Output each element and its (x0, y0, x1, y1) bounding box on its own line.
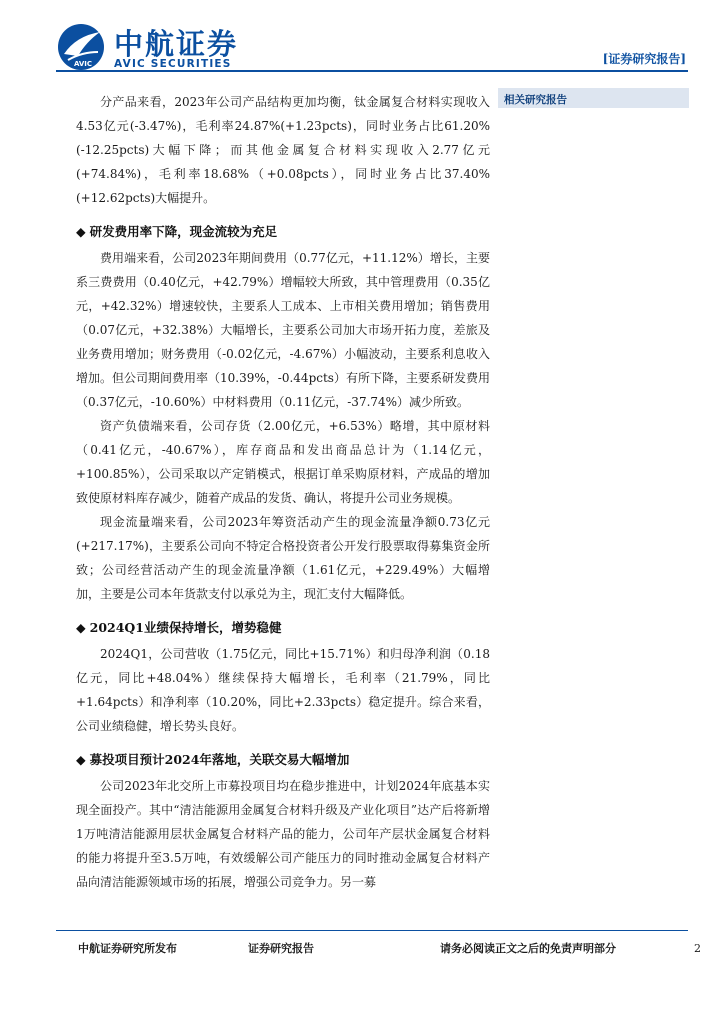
report-type-tag: [证券研究报告] (602, 52, 686, 66)
logo-mark-text: AVIC (73, 60, 93, 68)
footer-publisher: 中航证券研究所发布 (78, 942, 177, 955)
diamond-bullet-icon: ◆ (76, 620, 86, 635)
section-heading-text: 募投项目预计2024年落地，关联交易大幅增加 (89, 752, 350, 767)
logo-chinese-name: 中航证券 (114, 27, 239, 61)
paragraph-cash-flow: 现金流量端来看，公司2023年筹资活动产生的现金流量净额0.73亿元(+217.17%)，主要系公司向不特定合格投资者公开发行股票取得募集资金所致；公司经营活动产生的现金流量净额（1.61亿元，+229.49%）大幅增加，主要是公司本年货款支付以承兑为主，现汇支付大幅降低。 (76, 515, 490, 601)
main-content (76, 90, 490, 894)
footer-report-type: 证券研究报告 (248, 942, 314, 955)
paragraph-projects: 公司2023年北交所上市募投项目均在稳步推进中，计划2024年底基本实现全面投产。其中“清洁能源用金属复合材料升级及产业化项目”达产后将新增1万吨清洁能源用层状金属复合材料产品的能力，公司年产层状金属复合材料的能力将提升至3.5万吨，有效缓解公司产能压力的同时推动金属复合材料产品向清洁能源领域市场的拓展，增强公司竞争力。另一募 (76, 779, 490, 889)
diamond-bullet-icon: ◆ (76, 224, 86, 239)
avic-logo-icon (56, 22, 106, 72)
footer-divider (56, 930, 688, 931)
section-heading-text: 研发费用率下降，现金流较为充足 (89, 224, 278, 239)
company-logo (56, 22, 266, 72)
footer-disclaimer: 请务必阅读正文之后的免责声明部分 (440, 942, 616, 955)
section-heading-text: 2024Q1业绩保持增长，增势稳健 (89, 620, 282, 635)
paragraph-q1-results: 2024Q1，公司营收（1.75亿元，同比+15.71%）和归母净利润（0.18亿元，同比+48.04%）继续保持大幅增长，毛利率（21.79%，同比+1.64pcts）和净利率（10.20%，同比+2.33pcts）稳定提升。综合来看，公司业绩稳健，增长势头良好。 (76, 647, 490, 733)
sidebar-title: 相关研究报告 (504, 94, 567, 106)
paragraph-product-analysis: 分产品来看，2023年公司产品结构更加均衡，钛金属复合材料实现收入4.53亿元(-3.47%)，毛利率24.87%(+1.23pcts)，同时业务占比61.20%(-12.25pcts)大幅下降；而其他金属复合材料实现收入2.77亿元(+74.84%)，毛利率18.68%（+0.08pcts），同时业务占比37.40%(+12.62pcts)大幅提升。 (76, 95, 490, 205)
section-heading-projects (76, 748, 490, 772)
page-number: 2 (694, 942, 701, 955)
paragraph-expenses: 费用端来看，公司2023年期间费用（0.77亿元，+11.12%）增长，主要系三费费用（0.40亿元，+42.79%）增幅较大所致，其中管理费用（0.35亿元，+42.32%）增速较快，主要系人工成本、上市相关费用增加；销售费用（0.07亿元，+32.38%）大幅增长，主要系公司加大市场开拓力度，差旅及业务费用增加；财务费用（-0.02亿元，-4.67%）小幅波动，主要系利息收入增加。但公司期间费用率（10.39%，-0.44pcts）有所下降，主要系研发费用（0.37亿元，-10.60%）中材料费用（0.11亿元，-37.74%）减少所致。 (76, 251, 490, 409)
header-divider (56, 70, 688, 72)
section-heading-rd-cashflow (76, 220, 490, 244)
section-heading-q1 (76, 616, 490, 640)
diamond-bullet-icon: ◆ (76, 752, 86, 767)
paragraph-balance-sheet: 资产负债端来看，公司存货（2.00亿元，+6.53%）略增，其中原材料（0.41亿元，-40.67%），库存商品和发出商品总计为（1.14亿元，+100.85%），公司采取以产定销模式，根据订单采购原材料，产成品的增加致使原材料库存减少，随着产成品的发货、确认，将提升公司业务规模。 (76, 419, 490, 505)
logo-english-name: AVIC SECURITIES (114, 58, 232, 70)
